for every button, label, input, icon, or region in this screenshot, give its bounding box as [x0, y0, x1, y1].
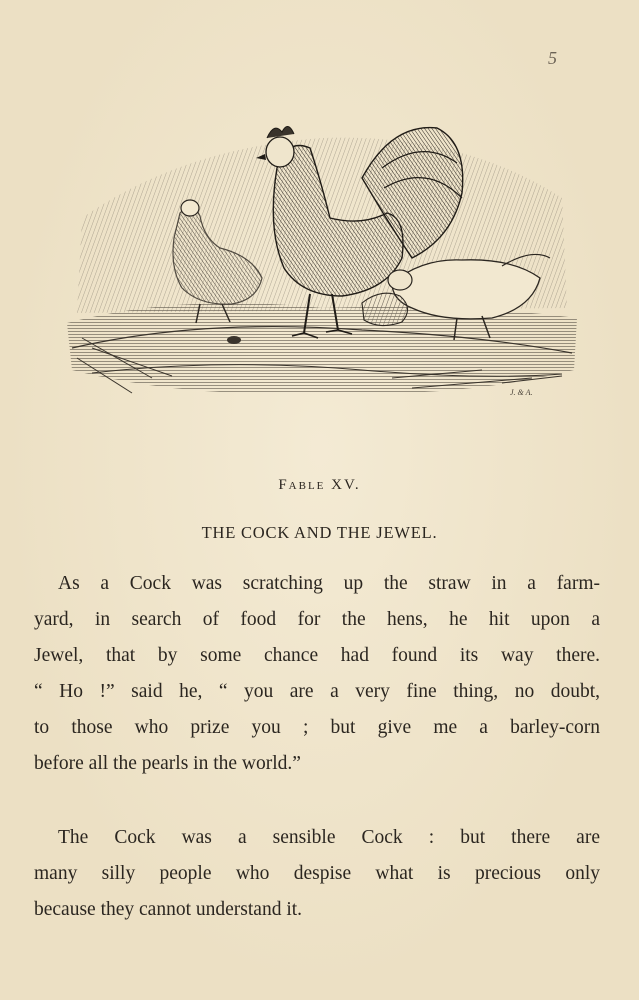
engraver-signature: J. & A.: [510, 388, 533, 397]
paragraph-line: yard, in search of food for the hens, he hit upon a: [34, 609, 600, 630]
page-mark: 5: [548, 48, 557, 68]
paragraph-1: [34, 566, 600, 782]
paragraph-line: many silly people who despise what is precious only: [34, 863, 600, 884]
paragraph-line: “ Ho !” said he, “ you are a very fine thing, no doubt,: [34, 681, 600, 702]
paragraph-line: before all the pearls in the world.”: [34, 753, 301, 774]
cock-and-hens-engraving: [62, 108, 582, 408]
paragraph-line: because they cannot understand it.: [34, 899, 303, 920]
fable-number: Fable XV.: [278, 477, 361, 493]
fable-title: THE COCK AND THE JEWEL.: [201, 523, 438, 542]
paragraph-line: As a Cock was scratching up the straw in a farm-: [58, 573, 600, 594]
paragraph-line: The Cock was a sensible Cock : but there are: [58, 827, 600, 848]
paragraph-line: Jewel, that by some chance had found its way there.: [34, 645, 600, 666]
paragraph-2: [34, 820, 600, 928]
paragraph-line: to those who prize you ; but give me a barley-corn: [34, 717, 600, 738]
